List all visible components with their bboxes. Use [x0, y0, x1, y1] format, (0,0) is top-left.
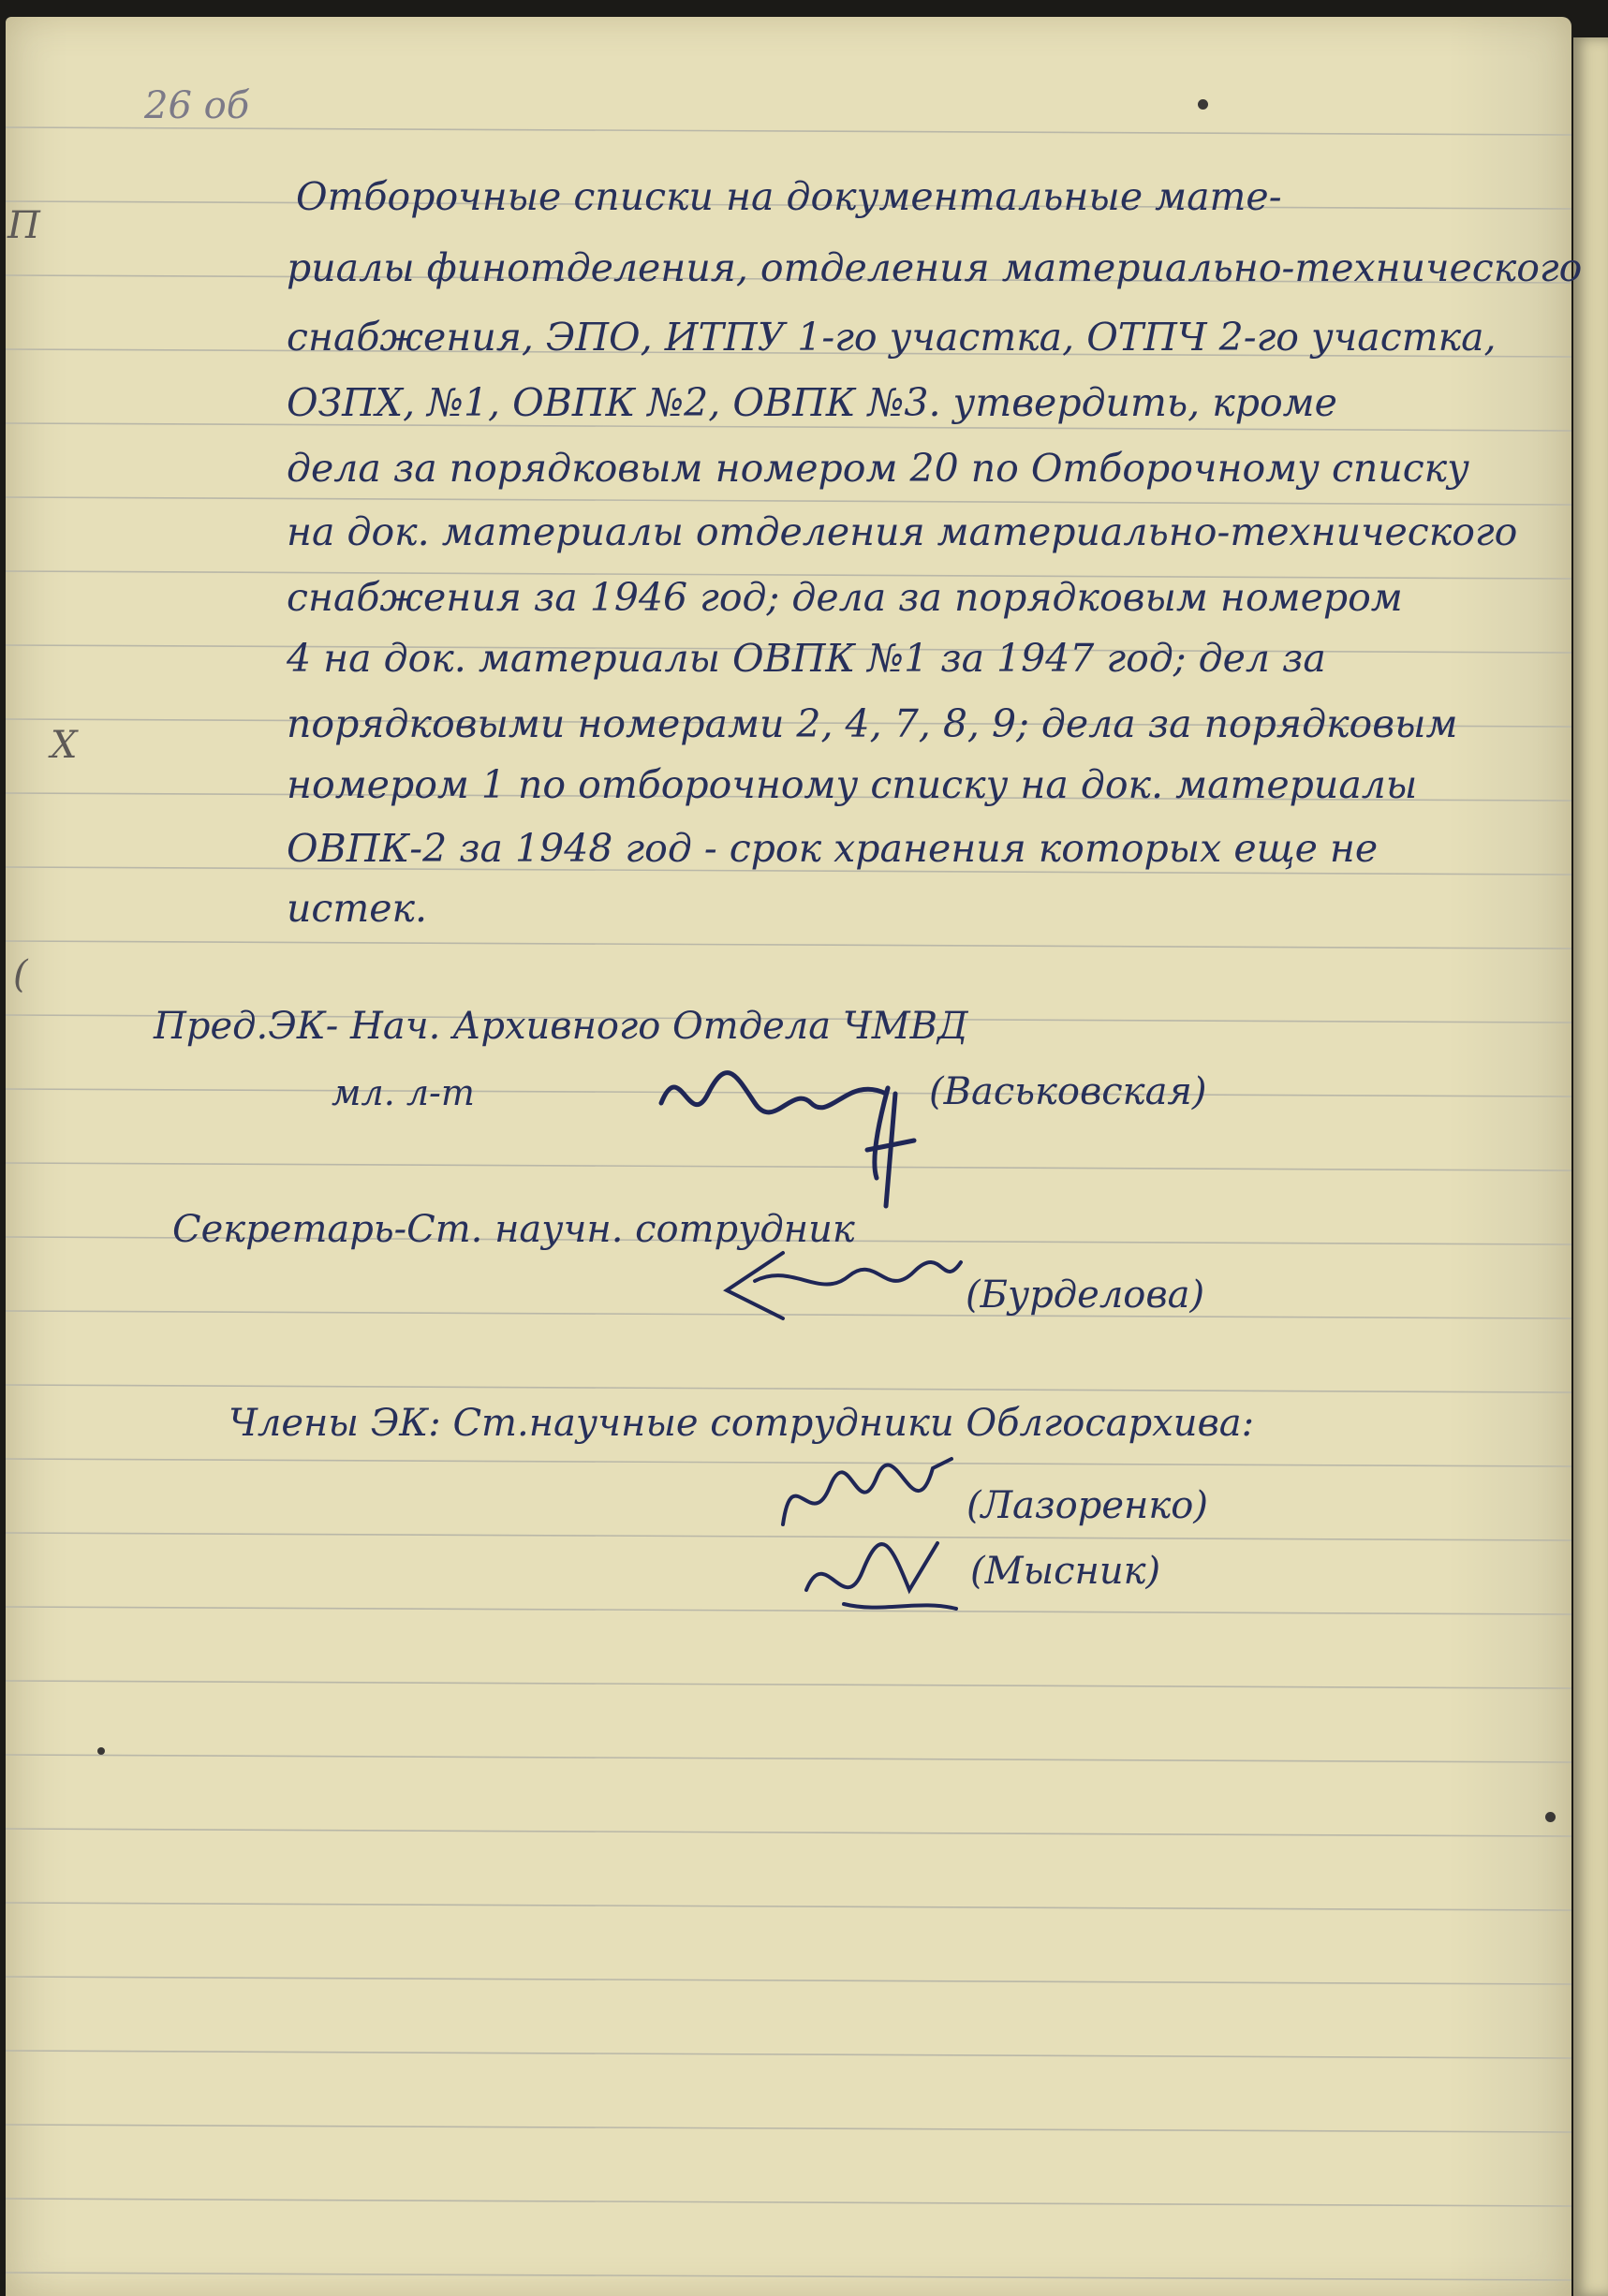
chair-rank: мл. л-т	[332, 1072, 475, 1113]
body-text-line: снабжения, ЭПО, ИТПУ 1-го участка, ОТПЧ 2-го участка,	[287, 315, 1497, 360]
chair-name: (Васьковская)	[929, 1070, 1207, 1113]
member-2-name: (Мысник)	[970, 1550, 1161, 1593]
body-text-line: дела за порядковым номером 20 по Отборочному списку	[287, 446, 1469, 491]
member-2-signature	[788, 1524, 966, 1627]
chair-signature	[652, 1038, 933, 1215]
ink-dot	[1198, 99, 1208, 110]
body-text-line: на док. материалы отделения материально-технического	[287, 509, 1518, 554]
margin-mark: (	[13, 953, 28, 996]
body-text-line: ОВПК-2 за 1948 год - срок хранения которых еще не	[287, 826, 1379, 871]
body-text-line: Отборочные списки на документальные мате-	[296, 174, 1282, 219]
notebook-page	[6, 17, 1583, 2296]
page-number: 26 об	[144, 84, 250, 127]
body-text-line: порядковыми номерами 2, 4, 7, 8, 9; дела за порядковым	[287, 701, 1458, 746]
next-page-edge	[1573, 37, 1608, 2296]
body-text-line: риалы финотделения, отделения материально-технического	[287, 245, 1583, 290]
chair-title: Пред.ЭК- Нач. Архивного Отдела ЧМВД	[154, 1005, 968, 1048]
body-text-line: снабжения за 1946 год; дела за порядковым номером	[287, 575, 1403, 620]
member-1-name: (Лазоренко)	[966, 1484, 1208, 1527]
body-text-line: 4 на док. материалы ОВПК №1 за 1947 год; дел за	[287, 636, 1326, 681]
ink-dot	[97, 1747, 105, 1755]
body-text-line: истек.	[287, 886, 428, 931]
members-title: Члены ЭК: Ст.научные сотрудники Облгосархива:	[229, 1402, 1255, 1445]
margin-mark: Х	[51, 724, 78, 767]
secretary-name: (Бурделова)	[966, 1273, 1205, 1317]
secretary-signature	[717, 1234, 970, 1337]
ink-dot	[1545, 1812, 1556, 1822]
margin-mark: П	[7, 204, 40, 247]
body-text-line: номером 1 по отборочному списку на док. материалы	[287, 762, 1418, 807]
secretary-title: Секретарь-Ст. научн. сотрудник	[172, 1208, 855, 1251]
body-text-line: ОЗПХ, №1, ОВПК №2, ОВПК №3. утвердить, кроме	[287, 380, 1337, 425]
